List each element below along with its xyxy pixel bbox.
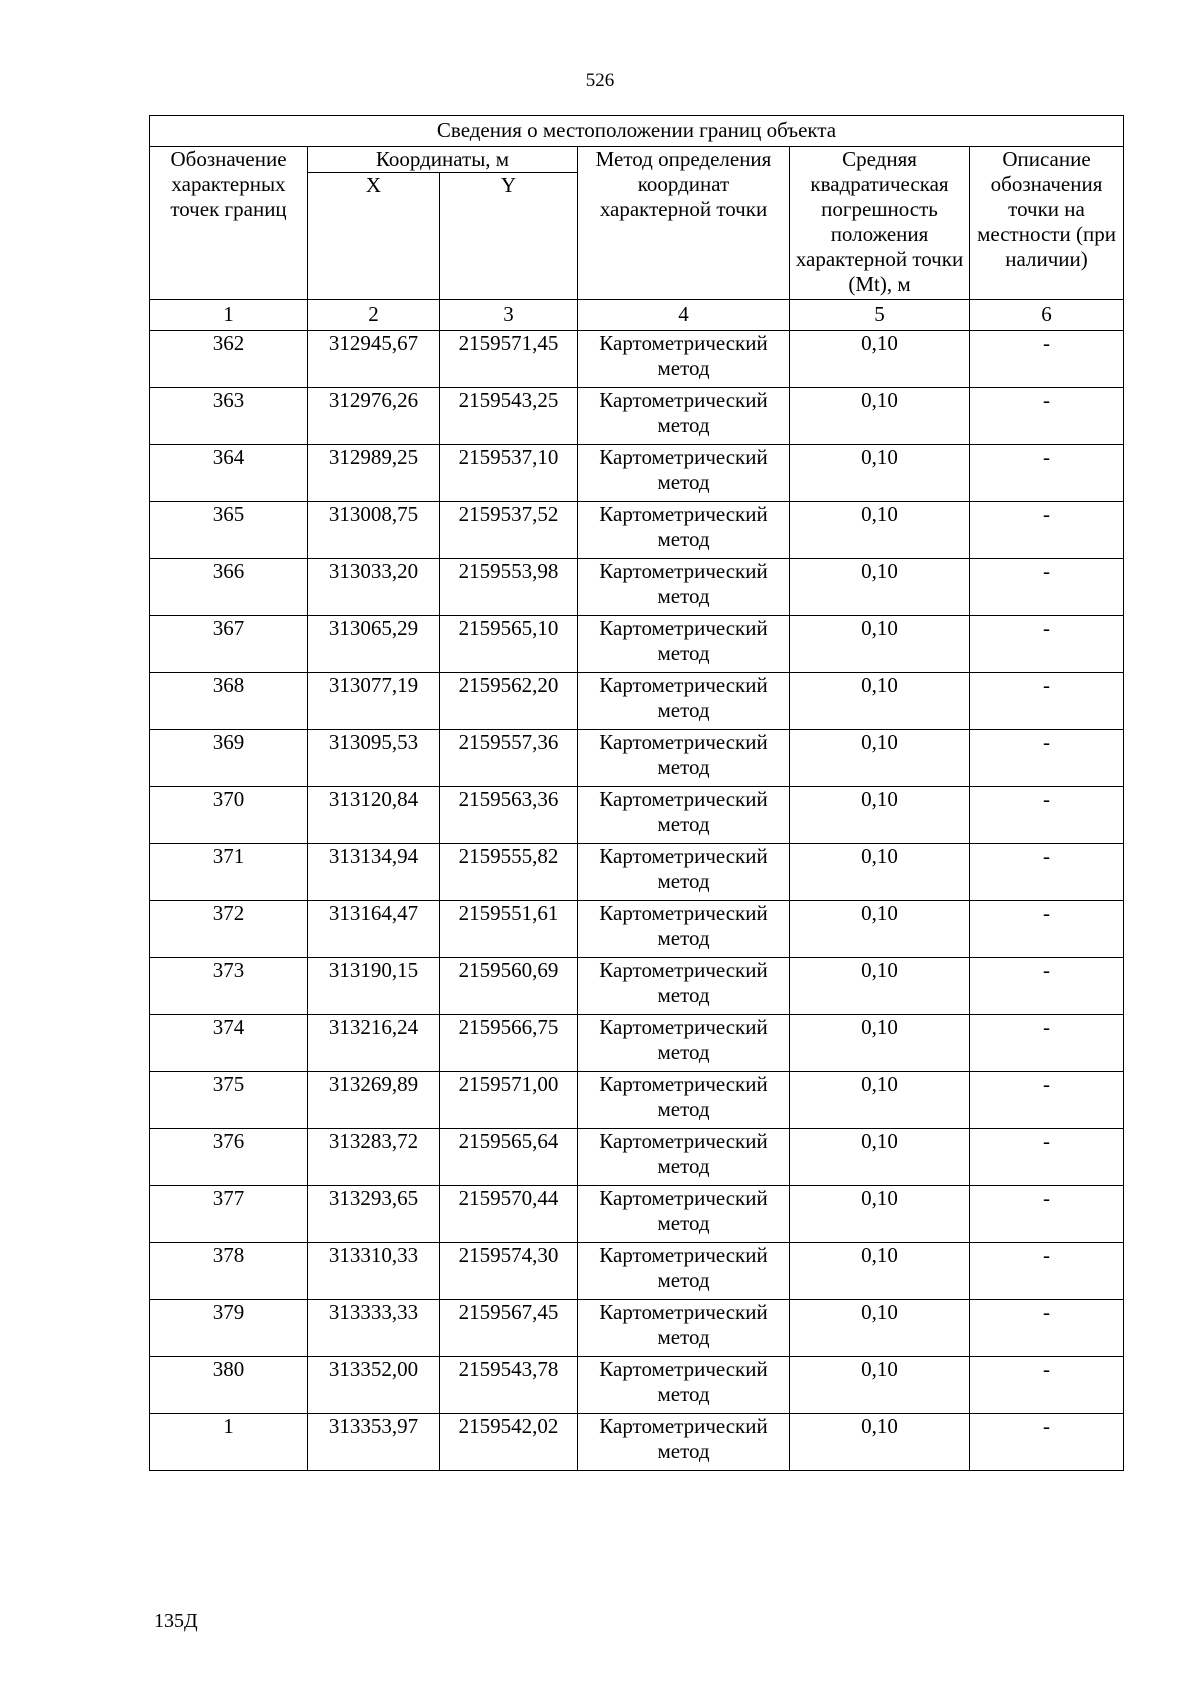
cell-y: 2159567,45 — [440, 1300, 578, 1357]
table-row — [150, 1129, 1124, 1186]
cell-error: 0,10 — [790, 1072, 970, 1129]
table-row — [150, 1300, 1124, 1357]
cell-point: 367 — [150, 616, 308, 673]
cell-point: 374 — [150, 1015, 308, 1072]
cell-error: 0,10 — [790, 616, 970, 673]
cell-y: 2159537,10 — [440, 445, 578, 502]
table-row — [150, 1015, 1124, 1072]
boundary-table — [149, 115, 1124, 1471]
cell-x: 313008,75 — [308, 502, 440, 559]
table-row — [150, 388, 1124, 445]
table-row — [150, 1414, 1124, 1471]
table-row — [150, 616, 1124, 673]
cell-description: - — [970, 1015, 1124, 1072]
cell-y: 2159557,36 — [440, 730, 578, 787]
cell-error: 0,10 — [790, 1414, 970, 1471]
cell-x: 313033,20 — [308, 559, 440, 616]
cell-error: 0,10 — [790, 331, 970, 388]
cell-y: 2159570,44 — [440, 1186, 578, 1243]
header-designation: Обозначение характерных точек границ — [150, 147, 308, 300]
cell-y: 2159571,00 — [440, 1072, 578, 1129]
cell-x: 313333,33 — [308, 1300, 440, 1357]
cell-x: 313077,19 — [308, 673, 440, 730]
cell-y: 2159562,20 — [440, 673, 578, 730]
cell-x: 313283,72 — [308, 1129, 440, 1186]
cell-description: - — [970, 616, 1124, 673]
cell-point: 364 — [150, 445, 308, 502]
cell-description: - — [970, 1300, 1124, 1357]
cell-error: 0,10 — [790, 1015, 970, 1072]
cell-y: 2159553,98 — [440, 559, 578, 616]
cell-x: 313120,84 — [308, 787, 440, 844]
header-x: X — [308, 173, 440, 300]
cell-method: Картометрический метод — [578, 445, 790, 502]
cell-point: 372 — [150, 901, 308, 958]
cell-x: 313065,29 — [308, 616, 440, 673]
table-title: Сведения о местоположении границ объекта — [150, 116, 1124, 147]
cell-y: 2159574,30 — [440, 1243, 578, 1300]
cell-method: Картометрический метод — [578, 331, 790, 388]
cell-error: 0,10 — [790, 388, 970, 445]
cell-error: 0,10 — [790, 1186, 970, 1243]
cell-error: 0,10 — [790, 1129, 970, 1186]
cell-method: Картометрический метод — [578, 1357, 790, 1414]
cell-method: Картометрический метод — [578, 958, 790, 1015]
table-row — [150, 673, 1124, 730]
table-row — [150, 502, 1124, 559]
cell-x: 313269,89 — [308, 1072, 440, 1129]
cell-description: - — [970, 844, 1124, 901]
column-number: 4 — [578, 300, 790, 331]
cell-description: - — [970, 331, 1124, 388]
cell-method: Картометрический метод — [578, 1186, 790, 1243]
cell-description: - — [970, 502, 1124, 559]
cell-y: 2159563,36 — [440, 787, 578, 844]
cell-error: 0,10 — [790, 1357, 970, 1414]
cell-description: - — [970, 1243, 1124, 1300]
cell-y: 2159566,75 — [440, 1015, 578, 1072]
cell-x: 313095,53 — [308, 730, 440, 787]
cell-y: 2159537,52 — [440, 502, 578, 559]
cell-error: 0,10 — [790, 730, 970, 787]
cell-method: Картометрический метод — [578, 559, 790, 616]
cell-y: 2159571,45 — [440, 331, 578, 388]
cell-x: 313134,94 — [308, 844, 440, 901]
cell-error: 0,10 — [790, 673, 970, 730]
cell-x: 312945,67 — [308, 331, 440, 388]
cell-x: 313293,65 — [308, 1186, 440, 1243]
cell-method: Картометрический метод — [578, 1072, 790, 1129]
cell-method: Картометрический метод — [578, 787, 790, 844]
cell-x: 313310,33 — [308, 1243, 440, 1300]
cell-point: 377 — [150, 1186, 308, 1243]
cell-method: Картометрический метод — [578, 673, 790, 730]
cell-error: 0,10 — [790, 787, 970, 844]
cell-error: 0,10 — [790, 1300, 970, 1357]
cell-point: 379 — [150, 1300, 308, 1357]
cell-description: - — [970, 1414, 1124, 1471]
cell-point: 376 — [150, 1129, 308, 1186]
table-row — [150, 1072, 1124, 1129]
cell-x: 312989,25 — [308, 445, 440, 502]
column-number: 3 — [440, 300, 578, 331]
cell-x: 313164,47 — [308, 901, 440, 958]
table-row — [150, 1243, 1124, 1300]
cell-description: - — [970, 958, 1124, 1015]
table-row — [150, 331, 1124, 388]
table-row — [150, 844, 1124, 901]
footer-code: 135Д — [154, 1610, 198, 1632]
column-number: 5 — [790, 300, 970, 331]
cell-x: 313352,00 — [308, 1357, 440, 1414]
header-method: Метод определения координат характерной точки — [578, 147, 790, 300]
cell-point: 375 — [150, 1072, 308, 1129]
cell-description: - — [970, 787, 1124, 844]
cell-error: 0,10 — [790, 445, 970, 502]
cell-point: 380 — [150, 1357, 308, 1414]
cell-point: 370 — [150, 787, 308, 844]
cell-error: 0,10 — [790, 559, 970, 616]
cell-x: 313190,15 — [308, 958, 440, 1015]
header-coordinates: Координаты, м — [308, 147, 578, 173]
column-number: 6 — [970, 300, 1124, 331]
table-row — [150, 901, 1124, 958]
column-number: 1 — [150, 300, 308, 331]
table-row — [150, 730, 1124, 787]
cell-method: Картометрический метод — [578, 388, 790, 445]
cell-point: 1 — [150, 1414, 308, 1471]
cell-y: 2159551,61 — [440, 901, 578, 958]
cell-error: 0,10 — [790, 901, 970, 958]
table-row — [150, 445, 1124, 502]
cell-description: - — [970, 1357, 1124, 1414]
cell-error: 0,10 — [790, 1243, 970, 1300]
cell-error: 0,10 — [790, 958, 970, 1015]
cell-description: - — [970, 559, 1124, 616]
cell-description: - — [970, 1186, 1124, 1243]
cell-method: Картометрический метод — [578, 1243, 790, 1300]
cell-x: 313353,97 — [308, 1414, 440, 1471]
cell-method: Картометрический метод — [578, 616, 790, 673]
cell-x: 313216,24 — [308, 1015, 440, 1072]
cell-point: 363 — [150, 388, 308, 445]
cell-point: 378 — [150, 1243, 308, 1300]
cell-method: Картометрический метод — [578, 1414, 790, 1471]
cell-y: 2159542,02 — [440, 1414, 578, 1471]
cell-method: Картометрический метод — [578, 901, 790, 958]
table-row — [150, 559, 1124, 616]
table-row — [150, 1186, 1124, 1243]
cell-y: 2159560,69 — [440, 958, 578, 1015]
header-description: Описание обозначения точки на местности (при наличии) — [970, 147, 1124, 300]
header-y: Y — [440, 173, 578, 300]
cell-error: 0,10 — [790, 502, 970, 559]
cell-description: - — [970, 730, 1124, 787]
cell-method: Картометрический метод — [578, 502, 790, 559]
cell-method: Картометрический метод — [578, 1015, 790, 1072]
cell-point: 366 — [150, 559, 308, 616]
cell-point: 362 — [150, 331, 308, 388]
cell-method: Картометрический метод — [578, 730, 790, 787]
cell-method: Картометрический метод — [578, 1300, 790, 1357]
page-number: 526 — [585, 70, 615, 91]
table-row — [150, 958, 1124, 1015]
cell-method: Картометрический метод — [578, 1129, 790, 1186]
cell-description: - — [970, 901, 1124, 958]
cell-description: - — [970, 1129, 1124, 1186]
cell-description: - — [970, 445, 1124, 502]
cell-y: 2159555,82 — [440, 844, 578, 901]
cell-description: - — [970, 388, 1124, 445]
table-row — [150, 787, 1124, 844]
cell-point: 373 — [150, 958, 308, 1015]
cell-y: 2159543,25 — [440, 388, 578, 445]
cell-x: 312976,26 — [308, 388, 440, 445]
cell-y: 2159543,78 — [440, 1357, 578, 1414]
cell-y: 2159565,64 — [440, 1129, 578, 1186]
cell-point: 369 — [150, 730, 308, 787]
cell-point: 368 — [150, 673, 308, 730]
table-row — [150, 1357, 1124, 1414]
cell-description: - — [970, 1072, 1124, 1129]
cell-description: - — [970, 673, 1124, 730]
column-number: 2 — [308, 300, 440, 331]
cell-error: 0,10 — [790, 844, 970, 901]
cell-point: 371 — [150, 844, 308, 901]
cell-y: 2159565,10 — [440, 616, 578, 673]
cell-point: 365 — [150, 502, 308, 559]
cell-method: Картометрический метод — [578, 844, 790, 901]
header-error: Средняя квадратическая погрешность положения характерной точки (Mt), м — [790, 147, 970, 300]
